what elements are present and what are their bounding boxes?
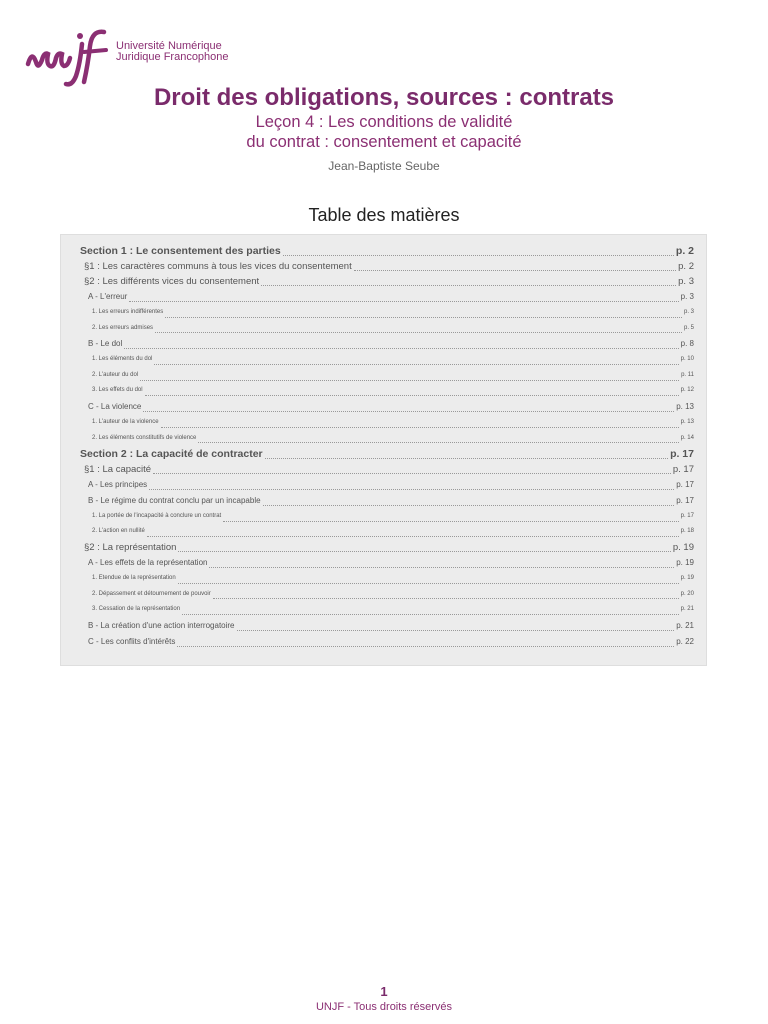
toc-leader-dots bbox=[161, 426, 679, 428]
toc-entry-page: p. 21 bbox=[676, 621, 694, 631]
toc-leader-dots bbox=[263, 504, 675, 506]
toc-entry[interactable] bbox=[92, 509, 694, 525]
toc-leader-dots bbox=[213, 597, 679, 599]
toc-entry-page: p. 3 bbox=[680, 292, 694, 302]
toc-leader-dots bbox=[149, 488, 674, 490]
toc-entry[interactable] bbox=[84, 540, 694, 555]
toc-entry-label: C - Les conflits d'intérêts bbox=[88, 636, 176, 646]
page-footer bbox=[0, 984, 768, 1014]
toc-entry-page: p. 8 bbox=[680, 339, 694, 349]
toc-leader-dots bbox=[178, 550, 670, 552]
toc-entry-page: p. 2 bbox=[675, 245, 694, 257]
toc-entry-page: p. 13 bbox=[680, 418, 694, 425]
toc-entry[interactable] bbox=[92, 321, 694, 337]
toc-entry-label: 2. Les éléments constitutifs de violence bbox=[92, 434, 197, 441]
toc-leader-dots bbox=[209, 566, 674, 568]
toc-entry-label: B - La création d'une action interrogatoire bbox=[88, 621, 235, 631]
toc-entry[interactable] bbox=[92, 352, 694, 368]
toc-entry-page: p. 12 bbox=[680, 387, 694, 394]
toc-entry-page: p. 11 bbox=[681, 371, 694, 378]
toc-entry-page: p. 13 bbox=[676, 402, 694, 412]
toc-leader-dots bbox=[223, 520, 678, 522]
toc-entry[interactable] bbox=[92, 368, 694, 384]
toc-leader-dots bbox=[354, 269, 676, 271]
toc-entry[interactable] bbox=[92, 305, 694, 321]
toc-entry-page: p. 3 bbox=[683, 309, 694, 316]
toc-entry-label: A - Les effets de la représentation bbox=[88, 558, 208, 568]
toc-entry-page: p. 17 bbox=[672, 464, 694, 476]
toc-leader-dots bbox=[147, 535, 679, 537]
toc-entry-page: p. 10 bbox=[680, 356, 694, 363]
toc-entry-page: p. 3 bbox=[678, 276, 694, 288]
toc-entry-page: p. 2 bbox=[678, 260, 694, 272]
toc-entry-page: p. 21 bbox=[680, 606, 694, 613]
toc-entry-label: 3. Cessation de la représentation bbox=[92, 606, 181, 613]
toc-leader-dots bbox=[153, 472, 671, 474]
toc-entry-page: p. 17 bbox=[680, 512, 694, 519]
toc-entry-label: 3. Les effets du dol bbox=[92, 387, 143, 394]
unjf-logo-mark-icon bbox=[24, 24, 114, 88]
toc-leader-dots bbox=[261, 284, 676, 286]
toc-entry-label: 2. L'action en nullité bbox=[92, 528, 145, 535]
toc-entry-label: A - L'erreur bbox=[88, 292, 128, 302]
toc-leader-dots bbox=[182, 613, 679, 615]
toc-entry-label: B - Le dol bbox=[88, 339, 123, 349]
toc-leader-dots bbox=[283, 254, 674, 256]
toc-leader-dots bbox=[177, 645, 674, 647]
toc-entry[interactable] bbox=[88, 336, 694, 352]
toc-entry[interactable] bbox=[92, 525, 694, 541]
toc-entry-page: p. 18 bbox=[680, 528, 694, 535]
toc-entry-page: p. 19 bbox=[672, 542, 694, 554]
toc-leader-dots bbox=[124, 347, 678, 349]
toc-entry-label: A - Les principes bbox=[88, 480, 148, 490]
logo-text bbox=[116, 41, 229, 63]
toc-entry-label: C - La violence bbox=[88, 402, 142, 412]
author-name: Jean-Baptiste Seube bbox=[328, 159, 440, 173]
toc-entry-label: §2 : Les différents vices du consentement bbox=[84, 276, 260, 288]
toc-entry-page: p. 19 bbox=[680, 575, 694, 582]
page-number: 1 bbox=[380, 984, 388, 999]
toc-entry-label: 2. Les erreurs admises bbox=[92, 324, 154, 331]
toc-entry[interactable] bbox=[84, 259, 694, 274]
document-title: Droit des obligations, sources : contrats bbox=[153, 84, 615, 111]
lesson-subtitle-line-2: du contrat : consentement et capacité bbox=[246, 133, 522, 151]
toc-entry[interactable] bbox=[92, 571, 694, 587]
toc-entry[interactable] bbox=[84, 462, 694, 477]
toc-entry[interactable] bbox=[92, 415, 694, 431]
toc-entry-page: p. 17 bbox=[676, 496, 694, 506]
toc-entry[interactable] bbox=[88, 289, 694, 305]
document-header bbox=[0, 84, 768, 173]
toc-entry-label: §1 : La capacité bbox=[84, 464, 152, 476]
toc-leader-dots bbox=[143, 410, 674, 412]
copyright-notice: UNJF - Tous droits réservés bbox=[315, 1001, 453, 1013]
lesson-subtitle-line-1: Leçon 4 : Les conditions de validité bbox=[255, 113, 513, 131]
toc-entry[interactable] bbox=[88, 555, 694, 571]
toc-entry-page: p. 17 bbox=[670, 448, 694, 461]
toc-entry[interactable] bbox=[80, 243, 694, 259]
toc-entry-page: p. 17 bbox=[676, 480, 694, 490]
toc-entry[interactable] bbox=[92, 431, 694, 447]
unjf-logo bbox=[24, 24, 254, 88]
logo-line-1: Université Numérique bbox=[116, 40, 222, 52]
toc-leader-dots bbox=[140, 379, 679, 381]
toc-leader-dots bbox=[145, 394, 679, 396]
toc-entry-label: B - Le régime du contrat conclu par un incapable bbox=[88, 496, 261, 506]
toc-entry-page: p. 20 bbox=[680, 590, 694, 597]
toc-entry[interactable] bbox=[88, 477, 694, 493]
toc-entry[interactable] bbox=[92, 384, 694, 400]
toc-entry[interactable] bbox=[88, 493, 694, 509]
toc-entry-label: 1. Etendue de la représentation bbox=[92, 575, 176, 582]
toc-leader-dots bbox=[178, 582, 679, 584]
toc-entry-page: p. 19 bbox=[676, 558, 694, 568]
toc-leader-dots bbox=[155, 331, 682, 333]
toc-leader-dots bbox=[198, 441, 678, 443]
toc-entry-page: p. 5 bbox=[683, 324, 694, 331]
toc-entry[interactable] bbox=[80, 446, 694, 462]
toc-heading: Table des matières bbox=[308, 205, 460, 225]
toc-entry[interactable] bbox=[92, 587, 694, 603]
table-of-contents bbox=[60, 234, 707, 666]
toc-entry[interactable] bbox=[88, 618, 694, 634]
toc-leader-dots bbox=[237, 629, 675, 631]
toc-entry-label: §2 : La représentation bbox=[84, 542, 177, 554]
toc-entry-page: p. 22 bbox=[676, 636, 694, 646]
toc-entry[interactable] bbox=[92, 602, 694, 618]
toc-leader-dots bbox=[265, 457, 668, 459]
toc-entry-label: 2. L'auteur du dol bbox=[92, 371, 139, 378]
toc-entry-label: 1. Les éléments du dol bbox=[92, 356, 153, 363]
toc-entry[interactable] bbox=[88, 399, 694, 415]
toc-entry-label: §1 : Les caractères communs à tous les vices du consentement bbox=[84, 260, 352, 272]
toc-entry-label: Section 2 : La capacité de contracter bbox=[80, 448, 263, 461]
toc-entry-label: 1. La portée de l'incapacité à conclure un contrat bbox=[92, 512, 222, 519]
toc-entry-page: p. 14 bbox=[680, 434, 694, 441]
toc-entry-label: Section 1 : Le consentement des parties bbox=[80, 245, 281, 257]
toc-leader-dots bbox=[154, 363, 678, 365]
toc-entry[interactable] bbox=[88, 634, 694, 650]
toc-entry-label: 2. Dépassement et détournement de pouvoir bbox=[92, 590, 211, 597]
toc-entry-label: 1. Les erreurs indifférentes bbox=[92, 309, 164, 316]
toc-leader-dots bbox=[129, 300, 678, 302]
toc-entry[interactable] bbox=[84, 274, 694, 289]
logo-line-2: Juridique Francophone bbox=[116, 51, 229, 63]
toc-leader-dots bbox=[165, 316, 682, 318]
toc-entry-label: 1. L'auteur de la violence bbox=[92, 418, 159, 425]
